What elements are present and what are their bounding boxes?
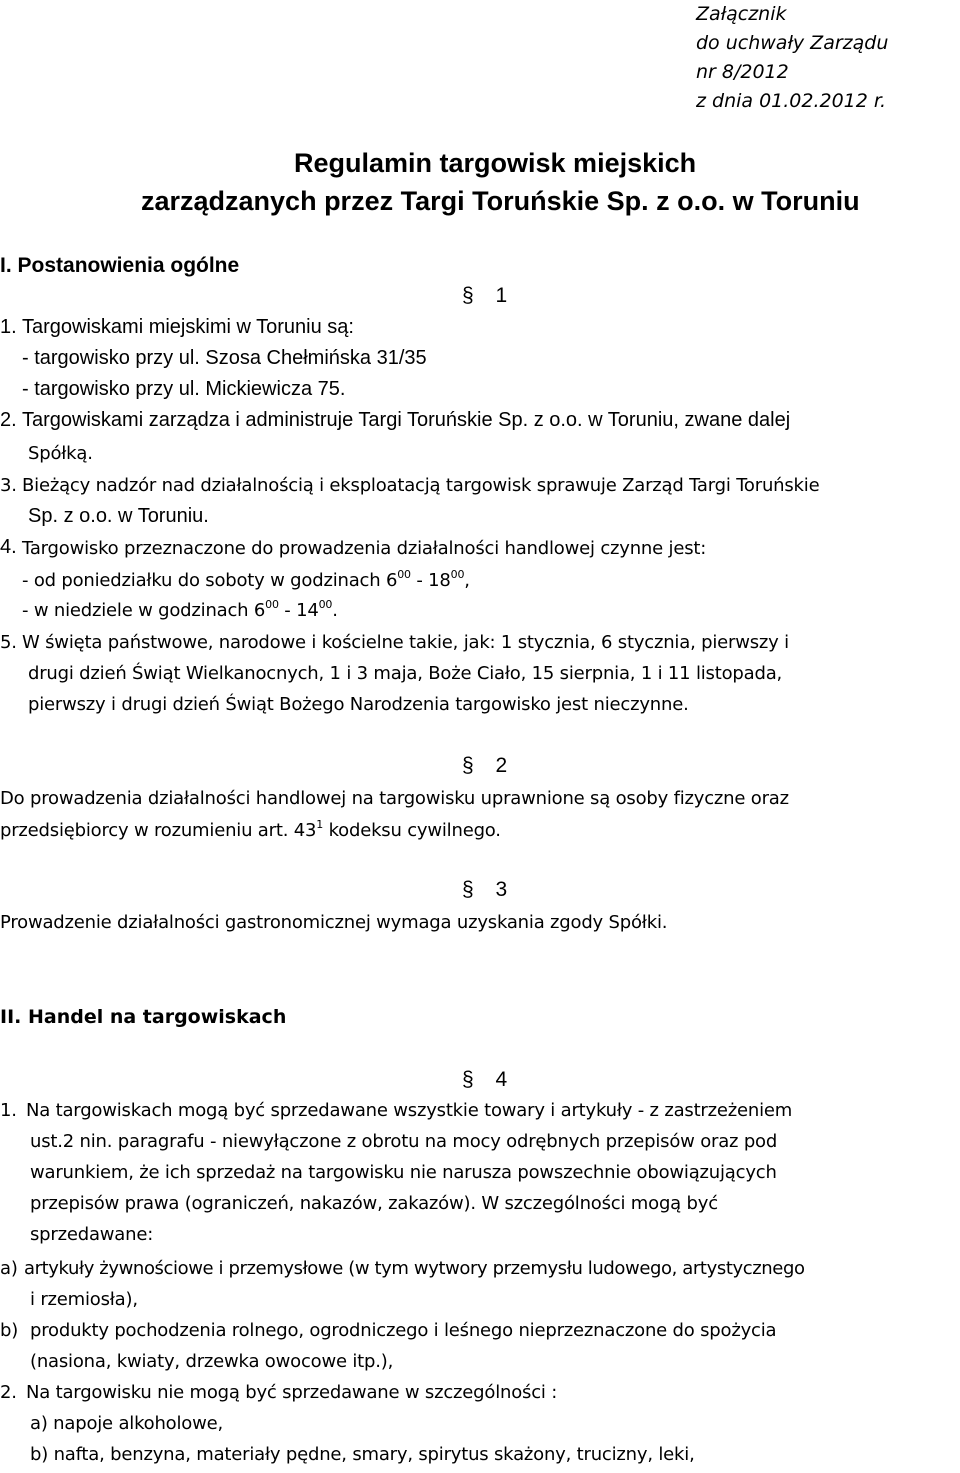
- list-item-text: produkty pochodzenia rolnego, ogrodniczego i leśnego nieprzeznaczone do spożycia: [30, 1320, 777, 1341]
- paragraph-text: Prowadzenie działalności gastronomicznej wymaga uzyskania zgody Spółki.: [0, 912, 668, 933]
- list-item-text: - targowisko przy ul. Szosa Chełmińska 31/35: [22, 347, 427, 369]
- list-number: 2.: [0, 1382, 17, 1403]
- list-number: 3.: [0, 475, 17, 496]
- paragraph-number: 1: [495, 284, 508, 307]
- paragraph-sign-1: [462, 284, 507, 308]
- paragraph-symbol: §: [462, 878, 474, 901]
- document-title-line-1: Regulamin targowisk miejskich: [294, 148, 697, 178]
- list-number: 4.: [0, 536, 17, 558]
- annex-block: [696, 0, 888, 116]
- annex-line: do uchwały Zarządu: [696, 32, 889, 54]
- paragraph-text: przedsiębiorcy w rozumieniu art. $43^1$ kodeksu cywilnego.: [0, 818, 501, 841]
- list-item-text: Targowiskami miejskimi w Toruniu są:: [22, 316, 354, 338]
- list-item-text: b) nafta, benzyna, materiały pędne, smary, spirytus skażony, trucizny, leki,: [30, 1444, 695, 1465]
- list-number: 1.: [0, 1100, 17, 1121]
- opening-hours-sunday: - w niedziele w godzinach $6^{00} - 14^{00}$.: [22, 598, 338, 621]
- list-letter: a): [0, 1258, 18, 1279]
- paragraph-text: Do prowadzenia działalności handlowej na targowisku uprawnione są osoby fizyczne oraz: [0, 788, 789, 809]
- section-heading: I. Postanowienia ogólne: [0, 254, 240, 277]
- paragraph-number: 2: [495, 754, 508, 777]
- list-item-text: sprzedawane:: [30, 1224, 154, 1245]
- paragraph-sign-3: [462, 878, 507, 902]
- paragraph-symbol: §: [462, 284, 474, 307]
- list-number: 1.: [0, 316, 17, 338]
- list-item-text: Targowiskami zarządza i administruje Targi Toruńskie Sp. z o.o. w Toruniu, zwane dalej: [22, 409, 791, 431]
- paragraph-sign-4: [462, 1068, 507, 1092]
- annex-line: z dnia 01.02.2012 r.: [696, 90, 887, 112]
- paragraph-symbol: §: [462, 1068, 474, 1091]
- list-item-text: Na targowiskach mogą być sprzedawane wszystkie towary i artykuły - z zastrzeżeniem: [26, 1100, 793, 1121]
- list-number: 2.: [0, 409, 17, 431]
- list-item-text: Targowisko przeznaczone do prowadzenia działalności handlowej czynne jest:: [22, 538, 707, 559]
- list-item-text: ust.2 nin. paragrafu - niewyłączone z obrotu na mocy odrębnych przepisów oraz pod: [30, 1131, 778, 1152]
- list-item-text: i rzemiosła),: [30, 1289, 138, 1310]
- list-item-text: Bieżący nadzór nad działalnością i eksploatacją targowisk sprawuje Zarząd Targi Toruńskie: [22, 475, 820, 496]
- list-item-text: warunkiem, że ich sprzedaż na targowisku nie narusza powszechnie obowiązujących: [30, 1162, 777, 1183]
- list-item-text: drugi dzień Świąt Wielkanocnych, 1 i 3 maja, Boże Ciało, 15 sierpnia, 1 i 11 listopada,: [28, 663, 783, 684]
- paragraph-number: 3: [495, 878, 508, 901]
- opening-hours-weekdays: - od poniedziałku do soboty w godzinach $6^{00} - 18^{00}$,: [22, 568, 470, 591]
- list-item-text: - targowisko przy ul. Mickiewicza 75.: [22, 378, 346, 400]
- list-item-text: Sp. z o.o. w Toruniu.: [28, 505, 209, 527]
- list-item-text: artykuły żywnościowe i przemysłowe (w tym wytwory przemysłu ludowego, artystycznego: [24, 1258, 805, 1279]
- list-item-text: przepisów prawa (ograniczeń, nakazów, zakazów). W szczególności mogą być: [30, 1193, 718, 1214]
- document-title-line-2: zarządzanych przez Targi Toruńskie Sp. z o.o. w Toruniu: [141, 186, 860, 216]
- paragraph-number: 4: [495, 1068, 508, 1091]
- section-heading: II. Handel na targowiskach: [0, 1006, 287, 1028]
- paragraph-sign-2: [462, 754, 507, 778]
- paragraph-symbol: §: [462, 754, 474, 777]
- list-item-text: a) napoje alkoholowe,: [30, 1413, 224, 1434]
- annex-line: nr 8/2012: [696, 61, 789, 83]
- list-item-text: pierwszy i drugi dzień Świąt Bożego Narodzenia targowisko jest nieczynne.: [28, 694, 689, 715]
- list-item-text: W święta państwowe, narodowe i kościelne takie, jak: 1 stycznia, 6 stycznia, pierwszy i: [22, 632, 789, 653]
- list-letter: b): [0, 1320, 19, 1341]
- list-number: 5.: [0, 632, 17, 653]
- list-item-text: Spółką.: [28, 443, 93, 464]
- list-item-text: Na targowisku nie mogą być sprzedawane w szczególności :: [26, 1382, 558, 1403]
- annex-line: Załącznik: [696, 3, 787, 25]
- list-item-text: (nasiona, kwiaty, drzewka owocowe itp.),: [30, 1351, 394, 1372]
